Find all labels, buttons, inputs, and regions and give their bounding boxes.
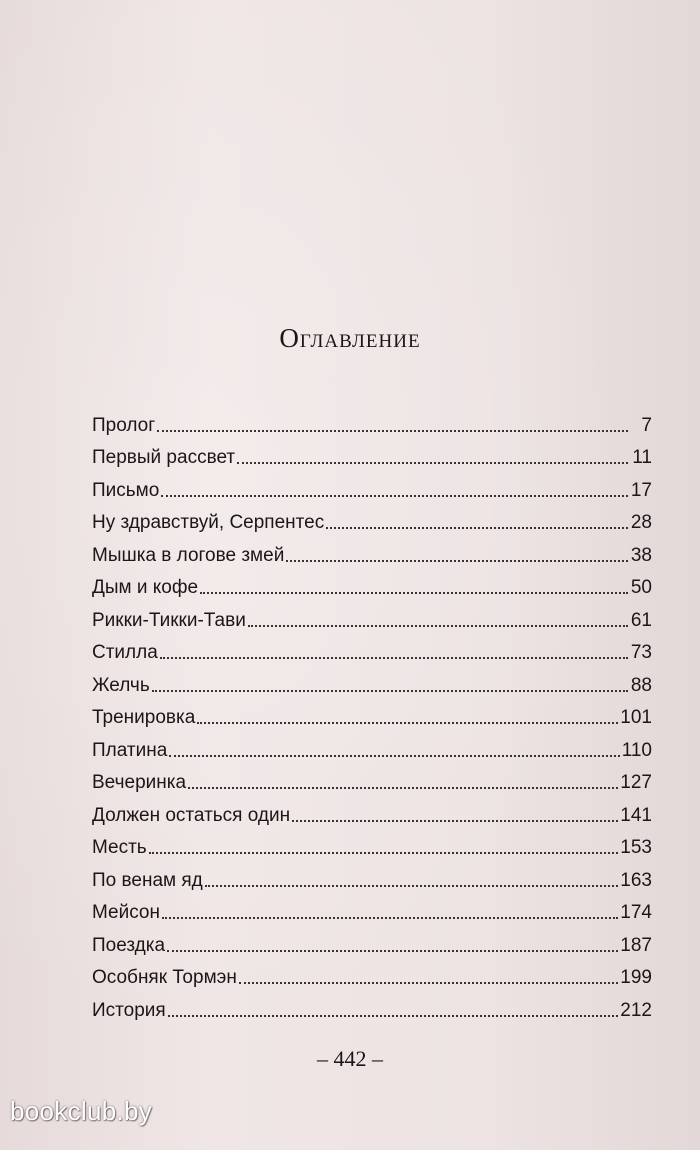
page-number: – 442 – (317, 1046, 383, 1071)
toc-entry (92, 404, 652, 437)
toc-leader-dots (188, 787, 618, 789)
toc-entry (92, 534, 652, 567)
toc-entry-title: Особняк Тормэн (92, 967, 237, 988)
toc-entry (92, 697, 652, 730)
toc-entry-title: Ну здравствуй, Серпентес (92, 512, 325, 533)
toc-entry-title: Дым и кофе (92, 577, 199, 598)
toc-entry (92, 859, 652, 892)
toc-entry (92, 437, 652, 470)
toc-entry-title: Желчь (92, 674, 150, 696)
toc-leader-dots (248, 625, 628, 627)
toc-leader-dots (152, 690, 628, 692)
toc-entry-title: Рикки-Тикки-Тави (92, 609, 246, 631)
toc-leader-dots (200, 592, 628, 594)
toc-entry-title: Тренировка (92, 707, 196, 728)
toc-entry-title: История (92, 999, 166, 1021)
toc-leader-dots (292, 820, 618, 822)
toc-entry-page: 163 (620, 869, 652, 891)
toc-entry-page: 174 (620, 902, 652, 923)
toc-leader-dots (239, 982, 618, 984)
toc-entry (92, 469, 652, 502)
toc-leader-dots (326, 527, 628, 529)
toc-entry-page: 11 (632, 447, 652, 468)
toc-leader-dots (205, 885, 619, 887)
toc-entry (92, 632, 652, 665)
toc-leader-dots (168, 1015, 619, 1017)
table-of-contents (92, 404, 652, 1022)
toc-entry-title: Первый рассвет (92, 447, 236, 468)
toc-leader-dots (286, 560, 628, 562)
toc-entry-page: 101 (620, 707, 652, 728)
toc-leader-dots (169, 755, 619, 757)
toc-entry-page: 61 (630, 609, 652, 631)
toc-entry-title: Месть (92, 837, 147, 858)
toc-leader-dots (157, 430, 628, 432)
toc-entry-title: Письмо (92, 479, 160, 501)
toc-entry-page: 110 (621, 739, 652, 761)
toc-entry (92, 762, 652, 795)
page-title: Оглавление (279, 323, 421, 353)
toc-entry-title: Платина (92, 739, 168, 761)
watermark-logo: bookclub.by (10, 1096, 153, 1126)
toc-entry-title: Пролог (92, 414, 156, 436)
toc-leader-dots (149, 852, 619, 854)
toc-entry-page: 127 (620, 772, 652, 793)
toc-leader-dots (167, 950, 618, 952)
toc-entry-page: 88 (630, 674, 652, 696)
toc-entry (92, 892, 652, 925)
toc-entry-page: 187 (620, 934, 652, 956)
toc-leader-dots (162, 917, 618, 919)
toc-entry-title: Должен остаться один (92, 804, 291, 826)
toc-entry-title: Вечеринка (92, 772, 187, 793)
toc-entry (92, 957, 652, 990)
toc-entry-page: 17 (630, 479, 652, 501)
toc-entry-title: Поездка (92, 934, 166, 956)
toc-entry-title: Мейсон (92, 902, 160, 923)
toc-entry (92, 567, 652, 600)
toc-entry (92, 599, 652, 632)
toc-entry-page: 50 (630, 577, 652, 598)
toc-entry-title: По венам яд (92, 869, 203, 891)
toc-entry-page: 153 (620, 837, 652, 858)
toc-entry (92, 502, 652, 535)
toc-entry-page: 141 (620, 804, 652, 826)
toc-leader-dots (237, 462, 628, 464)
toc-entry (92, 827, 652, 860)
toc-leader-dots (197, 722, 618, 724)
toc-entry-page: 199 (620, 967, 652, 988)
toc-leader-dots (160, 657, 628, 659)
toc-entry (92, 989, 652, 1022)
toc-entry (92, 729, 652, 762)
toc-leader-dots (161, 495, 628, 497)
toc-entry-page: 28 (630, 512, 652, 533)
toc-entry-page: 7 (641, 414, 652, 436)
toc-entry (92, 794, 652, 827)
toc-entry-page: 38 (630, 544, 652, 566)
toc-entry-title: Стилла (92, 642, 158, 663)
toc-entry-page: 73 (630, 642, 652, 663)
toc-entry (92, 664, 652, 697)
toc-entry (92, 924, 652, 957)
toc-entry-title: Мышка в логове змей (92, 544, 285, 566)
show-through-text (420, 60, 700, 348)
toc-entry-page: 212 (620, 999, 652, 1021)
